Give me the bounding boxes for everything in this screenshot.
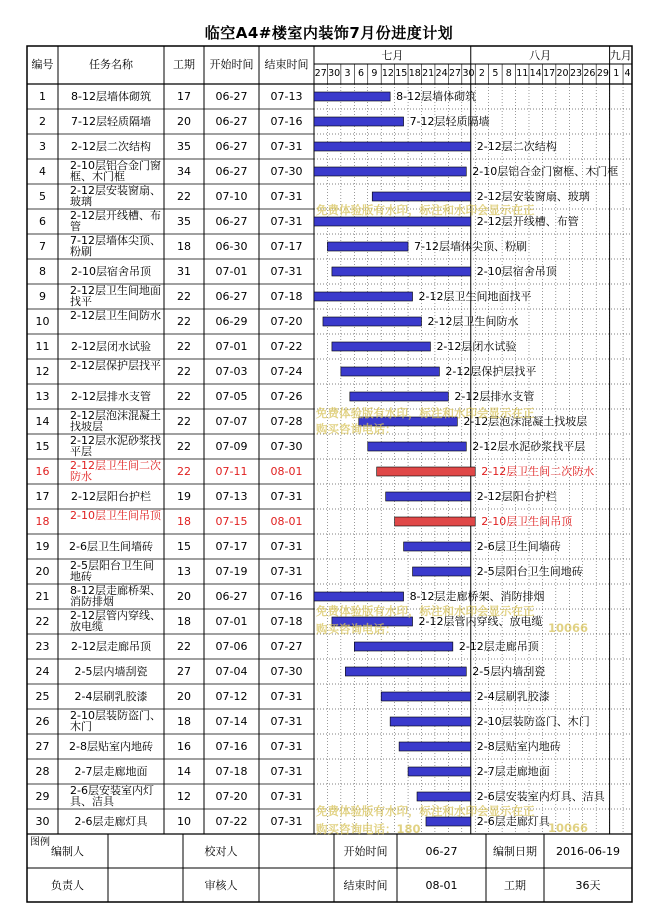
bar-label: 2-8层贴室内地砖: [476, 740, 561, 753]
task-start: 07-14: [215, 715, 248, 728]
task-start: 06-27: [215, 140, 248, 153]
task-bar: [314, 292, 413, 301]
task-bar: [408, 767, 471, 776]
task-no: 11: [35, 340, 50, 353]
task-start: 07-10: [215, 190, 248, 203]
header-end: 结束时间: [264, 58, 309, 71]
task-bar: [426, 817, 471, 826]
task-no: 12: [35, 365, 50, 378]
task-no: 24: [35, 665, 50, 678]
bar-label: 8-12层墙体砌筑: [396, 90, 477, 103]
bar-label: 2-12层卫生间防水: [427, 315, 519, 328]
timescale-tick: 1: [613, 68, 620, 79]
task-duration: 13: [177, 565, 191, 578]
task-name: 2-6层安装室内灯具、洁具: [70, 785, 154, 808]
end-value: 08-01: [425, 879, 458, 892]
task-duration: 35: [177, 140, 191, 153]
timescale-tick: 30: [462, 68, 475, 79]
owner-label: 负责人: [51, 879, 84, 892]
timescale-tick: 9: [371, 68, 378, 79]
task-end: 07-31: [270, 265, 303, 278]
task-name: 7-12层墙体尖顶、粉刷: [70, 235, 161, 258]
task-duration: 34: [177, 165, 191, 178]
task-end: 07-30: [270, 440, 303, 453]
task-no: 5: [39, 190, 46, 203]
task-no: 29: [35, 790, 50, 803]
task-name: 2-12层二次结构: [71, 141, 151, 153]
bar-label: 2-6层卫生间墙砖: [476, 540, 561, 553]
task-start: 07-07: [215, 415, 248, 428]
task-name: 2-12层卫生间防水: [70, 310, 161, 322]
watermark-text: 10066: [548, 821, 589, 835]
task-bar: [359, 417, 458, 426]
task-end: 08-01: [270, 465, 303, 478]
task-no: 15: [35, 440, 50, 453]
task-end: 07-31: [270, 715, 303, 728]
task-no: 18: [35, 515, 50, 528]
watermark-text: 购买咨询电话：180: [316, 822, 421, 836]
task-name: 2-4层刷乳胶漆: [74, 691, 148, 703]
task-name: 2-12层水泥砂浆找平层: [70, 435, 161, 458]
task-bar: [368, 442, 467, 451]
task-no: 17: [35, 490, 50, 503]
task-duration: 15: [177, 540, 191, 553]
task-duration: 22: [177, 365, 191, 378]
task-duration: 19: [177, 490, 191, 503]
task-bar: [372, 192, 471, 201]
task-bar: [350, 392, 449, 401]
month-label: 八月: [529, 49, 552, 62]
bar-label: 2-12层泡沫混凝土找坡层: [463, 415, 588, 428]
task-bar: [381, 692, 471, 701]
task-start: 07-06: [215, 640, 248, 653]
task-end: 07-20: [270, 315, 303, 328]
task-name: 2-12层走廊吊顶: [71, 641, 151, 653]
task-duration: 27: [177, 665, 191, 678]
task-no: 27: [35, 740, 50, 753]
task-name: 2-12层闭水试验: [71, 341, 151, 353]
task-name: 8-12层墙体砌筑: [71, 91, 151, 103]
task-duration: 22: [177, 640, 191, 653]
bar-label: 7-12层轻质隔墙: [409, 115, 490, 128]
task-start: 07-05: [215, 390, 248, 403]
task-start: 06-27: [215, 115, 248, 128]
task-end: 07-18: [270, 290, 303, 303]
task-end: 07-31: [270, 490, 303, 503]
task-bar: [345, 667, 466, 676]
timescale-tick: 23: [569, 68, 583, 79]
task-duration: 20: [177, 590, 191, 603]
task-start: 07-19: [215, 565, 248, 578]
task-no: 9: [39, 290, 46, 303]
task-start: 07-16: [215, 740, 248, 753]
bar-label: 2-12层水泥砂浆找平层: [472, 440, 586, 453]
task-end: 07-31: [270, 690, 303, 703]
task-start: 07-03: [215, 365, 248, 378]
timescale-tick: 21: [422, 68, 435, 79]
task-bar: [332, 342, 431, 351]
task-name: 2-7层走廊地面: [74, 766, 148, 778]
bar-label: 2-12层走廊吊顶: [458, 640, 539, 653]
bar-label: 2-7层走廊地面: [476, 765, 550, 778]
task-end: 07-17: [270, 240, 303, 253]
header-no: 编号: [31, 58, 54, 71]
bar-label: 2-5层阳台卫生间地砖: [476, 565, 583, 578]
task-bar: [399, 742, 471, 751]
header-task: 任务名称: [89, 58, 133, 71]
task-end: 08-01: [270, 515, 303, 528]
task-bar: [314, 117, 404, 126]
task-name: 2-12层卫生间二次防水: [70, 460, 161, 483]
task-no: 28: [35, 765, 50, 778]
task-name: 2-8层贴室内地砖: [69, 741, 153, 753]
bar-label: 8-12层走廊桥架、消防排烟: [409, 590, 545, 603]
timescale-tick: 2: [478, 68, 485, 79]
task-duration: 14: [177, 765, 191, 778]
header-start: 开始时间: [209, 58, 254, 71]
timescale-tick: 3: [344, 68, 351, 79]
task-end: 07-31: [270, 790, 303, 803]
task-name: 2-10层卫生间吊顶: [70, 510, 161, 522]
task-end: 07-16: [270, 590, 303, 603]
task-name: 2-12层阳台护栏: [71, 491, 151, 503]
task-duration: 20: [177, 115, 191, 128]
timescale-tick: 17: [543, 68, 556, 79]
task-end: 07-24: [270, 365, 303, 378]
task-bar: [327, 242, 408, 251]
task-name: 2-12层排水支管: [71, 391, 151, 403]
bar-label: 7-12层墙体尖顶、粉刷: [414, 240, 528, 253]
task-duration: 17: [177, 90, 191, 103]
watermark-text: 购买咨询电话：: [316, 622, 397, 636]
timescale-tick: 5: [492, 68, 499, 79]
watermark-text: 购买咨询电话：: [316, 422, 397, 436]
task-end: 07-31: [270, 140, 303, 153]
task-start: 07-17: [215, 540, 248, 553]
task-end: 07-22: [270, 340, 303, 353]
task-no: 1: [39, 90, 46, 103]
task-end: 07-31: [270, 815, 303, 828]
task-start: 07-11: [215, 465, 248, 478]
legend-label: 图例: [30, 837, 50, 848]
timescale-tick: 27: [449, 68, 462, 79]
task-duration: 31: [177, 265, 191, 278]
task-bar: [390, 717, 471, 726]
timescale-tick: 4: [624, 68, 631, 79]
task-duration: 18: [177, 715, 191, 728]
bar-label: 2-12层管内穿线、放电缆: [418, 615, 543, 628]
task-name: 2-12层开线槽、布管: [70, 210, 161, 233]
task-no: 20: [35, 565, 50, 578]
task-start: 06-27: [215, 290, 248, 303]
task-name: 2-10层铝合金门窗框、木门框: [70, 160, 161, 183]
task-name: 2-12层泡沫混凝土找坡层: [70, 410, 161, 433]
task-no: 10: [35, 315, 50, 328]
task-end: 07-28: [270, 415, 303, 428]
task-no: 13: [35, 390, 50, 403]
task-bar: [314, 92, 390, 101]
task-name: 2-6层卫生间墙砖: [69, 541, 153, 553]
header-duration: 工期: [173, 58, 195, 71]
reviewer-label: 审核人: [204, 879, 238, 892]
task-start: 06-27: [215, 165, 248, 178]
task-no: 4: [39, 165, 46, 178]
timescale-tick: 8: [505, 68, 512, 79]
bar-label: 2-12层开线槽、布管: [476, 215, 579, 228]
task-start: 07-12: [215, 690, 248, 703]
bar-label: 2-12层卫生间地面找平: [418, 290, 532, 303]
task-bar: [386, 492, 471, 501]
task-no: 19: [35, 540, 50, 553]
task-no: 6: [39, 215, 46, 228]
timescale-tick: 29: [596, 68, 609, 79]
bar-label: 2-10层宿舍吊顶: [476, 265, 557, 278]
task-end: 07-31: [270, 215, 303, 228]
bar-label: 2-5层内墙刮瓷: [472, 665, 546, 678]
task-name: 2-12层管内穿线、放电缆: [70, 610, 161, 633]
task-end: 07-31: [270, 740, 303, 753]
task-duration: 18: [177, 615, 191, 628]
bar-label: 2-6层走廊灯具: [476, 815, 550, 828]
task-end: 07-30: [270, 665, 303, 678]
task-bar: [314, 167, 466, 176]
watermark-text: 免费体验版有水印，标注和水印会显示在正: [316, 406, 535, 420]
task-end: 07-30: [270, 165, 303, 178]
task-end: 07-31: [270, 190, 303, 203]
task-end: 07-31: [270, 765, 303, 778]
bar-label: 2-12层阳台护栏: [476, 490, 557, 503]
bar-label: 2-12层闭水试验: [436, 340, 517, 353]
end-label: 结束时间: [343, 879, 388, 892]
task-start: 06-27: [215, 90, 248, 103]
bar-label: 2-12层二次结构: [476, 140, 557, 153]
timescale-tick: 14: [529, 68, 542, 79]
task-no: 14: [35, 415, 50, 428]
task-end: 07-16: [270, 115, 303, 128]
bar-label: 2-12层排水支管: [454, 390, 535, 403]
bar-label: 2-4层刷乳胶漆: [476, 690, 550, 703]
task-start: 06-29: [215, 315, 248, 328]
task-start: 06-30: [215, 240, 248, 253]
task-duration: 22: [177, 440, 191, 453]
critical-task-bar: [395, 517, 476, 526]
task-start: 07-15: [215, 515, 248, 528]
timescale-tick: 30: [328, 68, 341, 79]
start-value: 06-27: [425, 845, 458, 858]
task-no: 25: [35, 690, 50, 703]
task-bar: [332, 267, 471, 276]
task-no: 22: [35, 615, 50, 628]
watermark-text: 10066: [548, 621, 589, 635]
task-duration: 16: [177, 740, 191, 753]
task-no: 8: [39, 265, 46, 278]
watermark-text: 免费体验版有水印，标注和水印会显示在正: [316, 604, 535, 618]
task-no: 2: [39, 115, 46, 128]
task-bar: [314, 592, 404, 601]
bar-label: 2-10层卫生间吊顶: [481, 515, 573, 528]
task-duration: 22: [177, 390, 191, 403]
task-duration: 12: [177, 790, 191, 803]
task-start: 07-20: [215, 790, 248, 803]
bar-label: 2-12层保护层找平: [445, 365, 537, 378]
timescale-tick: 11: [516, 68, 529, 79]
task-duration: 18: [177, 515, 191, 528]
task-name: 2-12层安装窗扇、玻璃: [70, 185, 161, 208]
task-duration: 22: [177, 415, 191, 428]
task-start: 07-22: [215, 815, 248, 828]
task-duration: 22: [177, 190, 191, 203]
task-bar: [354, 642, 453, 651]
task-end: 07-27: [270, 640, 303, 653]
timescale-tick: 15: [395, 68, 408, 79]
month-label: 七月: [381, 49, 404, 62]
task-start: 07-18: [215, 765, 248, 778]
task-name: 2-6层走廊灯具: [74, 816, 148, 828]
timescale-tick: 12: [381, 68, 394, 79]
task-start: 06-27: [215, 215, 248, 228]
task-duration: 22: [177, 340, 191, 353]
task-no: 23: [35, 640, 50, 653]
timescale-tick: 26: [583, 68, 596, 79]
bar-label: 2-12层卫生间二次防水: [481, 465, 595, 478]
task-bar: [332, 617, 413, 626]
timescale-tick: 24: [435, 68, 448, 79]
task-name: 2-10层宿舍吊顶: [71, 266, 151, 278]
task-bar: [341, 367, 440, 376]
duration-value: 36天: [575, 879, 601, 892]
compiler-label: 编制人: [51, 845, 84, 858]
checker-label: 校对人: [204, 845, 238, 858]
task-name: 8-12层走廊桥架、消防排烟: [70, 585, 161, 608]
task-end: 07-31: [270, 540, 303, 553]
watermark-text: 免费体验版有水印，标注和水印会显示在正: [316, 804, 535, 818]
task-name: 2-12层保护层找平: [70, 360, 161, 372]
task-no: 26: [35, 715, 50, 728]
task-bar: [314, 142, 471, 151]
task-bar: [323, 317, 422, 326]
bar-label: 2-6层安装室内灯具、洁具: [476, 790, 605, 803]
task-no: 3: [39, 140, 46, 153]
task-duration: 22: [177, 290, 191, 303]
task-no: 30: [35, 815, 50, 828]
task-no: 16: [35, 465, 50, 478]
timescale-tick: 20: [556, 68, 569, 79]
task-no: 7: [39, 240, 46, 253]
task-start: 06-27: [215, 590, 248, 603]
bar-label: 2-10层铝合金门窗框、木门框: [472, 165, 619, 178]
task-no: 21: [35, 590, 50, 603]
task-duration: 22: [177, 465, 191, 478]
task-duration: 35: [177, 215, 191, 228]
task-start: 07-01: [215, 615, 248, 628]
critical-task-bar: [377, 467, 476, 476]
task-start: 07-01: [215, 340, 248, 353]
task-name: 2-12层卫生间地面找平: [70, 285, 161, 308]
bar-label: 2-10层装防盗门、木门: [476, 715, 590, 728]
task-end: 07-18: [270, 615, 303, 628]
task-end: 07-31: [270, 565, 303, 578]
task-end: 07-13: [270, 90, 303, 103]
task-name: 2-5层内墙刮瓷: [74, 666, 148, 678]
task-bar: [404, 542, 471, 551]
task-end: 07-26: [270, 390, 303, 403]
task-start: 07-01: [215, 265, 248, 278]
timescale-tick: 27: [314, 68, 327, 79]
start-label: 开始时间: [343, 845, 388, 858]
bar-label: 2-12层安装窗扇、玻璃: [476, 190, 590, 203]
task-bar: [314, 217, 471, 226]
task-start: 07-04: [215, 665, 248, 678]
task-duration: 20: [177, 690, 191, 703]
task-duration: 18: [177, 240, 191, 253]
date-value: 2016-06-19: [556, 845, 620, 858]
task-bar: [417, 792, 471, 801]
month-label: 九月: [609, 49, 632, 62]
date-label: 编制日期: [493, 845, 537, 858]
task-bar: [413, 567, 471, 576]
task-name: 2-5层阳台卫生间地砖: [70, 560, 154, 583]
duration-label: 工期: [504, 879, 526, 892]
task-name: 2-10层装防盗门、木门: [70, 710, 161, 733]
timescale-tick: 6: [357, 68, 365, 79]
watermark-text: 免费体验版有水印，标注和水印会显示在正: [316, 203, 535, 217]
task-start: 07-13: [215, 490, 248, 503]
page-title: 临空A4#楼室内装饰7月份进度计划: [204, 24, 454, 42]
timescale-tick: 18: [408, 68, 421, 79]
task-duration: 10: [177, 815, 191, 828]
task-duration: 22: [177, 315, 191, 328]
task-name: 7-12层轻质隔墙: [71, 116, 151, 128]
task-start: 07-09: [215, 440, 248, 453]
